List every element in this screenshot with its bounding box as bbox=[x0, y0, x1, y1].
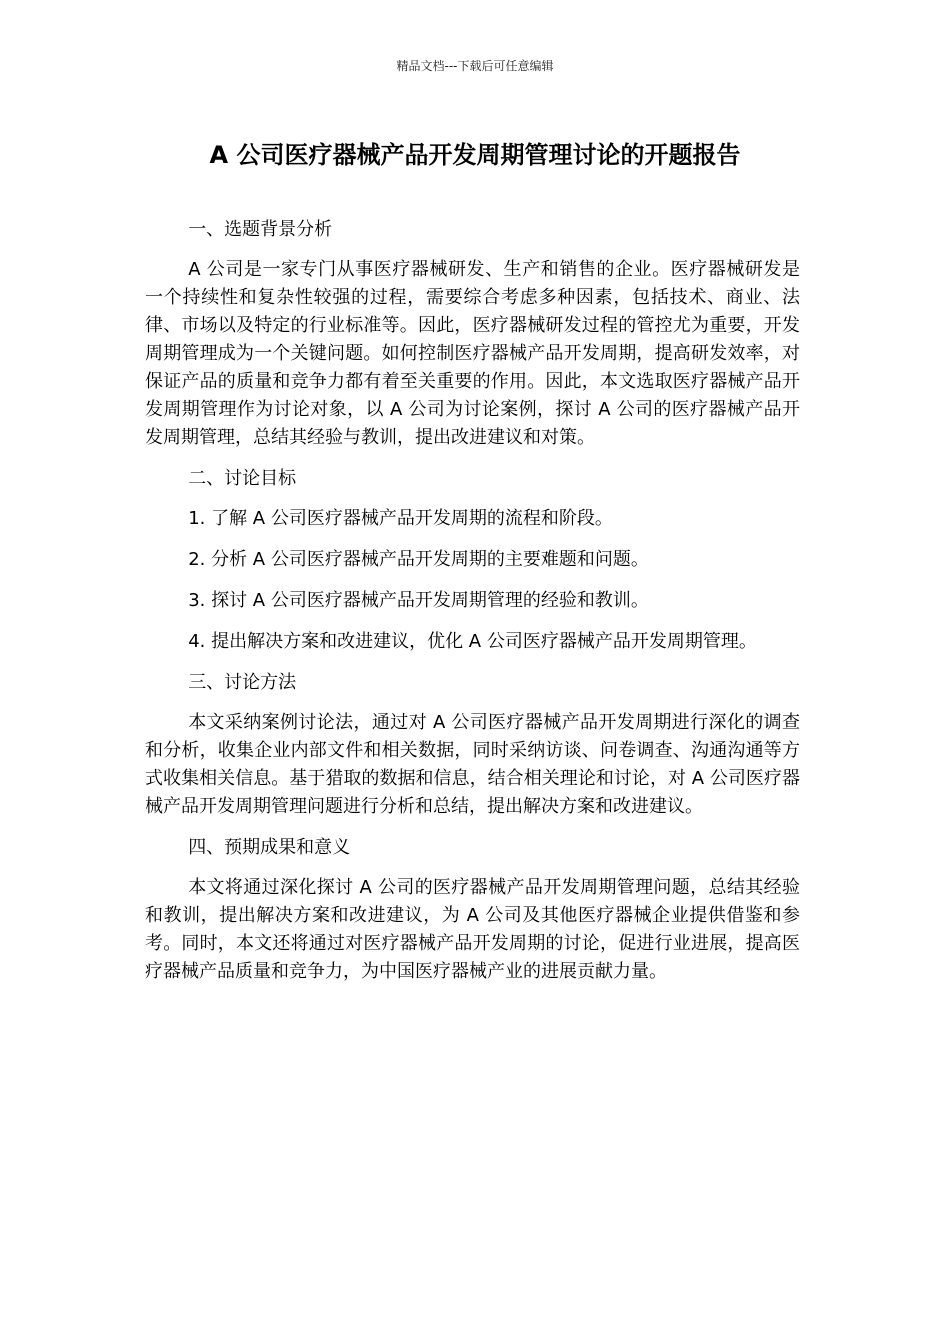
objective-item-3: 3. 探讨 A 公司医疗器械产品开发周期管理的经验和教训。 bbox=[188, 590, 649, 611]
section-heading-methods: 三、讨论方法 bbox=[188, 672, 297, 693]
section-heading-outcomes: 四、预期成果和意义 bbox=[188, 837, 351, 858]
paragraph-outcomes: 本文将通过深化探讨 A 公司的医疗器械产品开发周期管理问题，总结其经验和教训，提出解决方案和改进建议，为 A 公司及其他医疗器械企业提供借鉴和参考。同时，本文还将通过对医疗器械产品开发周期的讨论，促进行业进展，提高医疗器械产品质量和竞争力，为中国医疗器械产业的进展贡献力量。 bbox=[145, 877, 800, 982]
header-note: 精品文档---下载后可任意编辑 bbox=[396, 59, 554, 73]
section-heading-objectives: 二、讨论目标 bbox=[188, 468, 297, 489]
objective-item-4: 4. 提出解决方案和改进建议，优化 A 公司医疗器械产品开发周期管理。 bbox=[188, 631, 757, 652]
paragraph-background: A 公司是一家专门从事医疗器械研发、生产和销售的企业。医疗器械研发是一个持续性和复杂性较强的过程，需要综合考虑多种因素，包括技术、商业、法律、市场以及特定的行业标准等。因此，医疗器械研发过程的管控尤为重要，开发周期管理成为一个关键问题。如何控制医疗器械产品开发周期，提高研发效率，对保证产品的质量和竞争力都有着至关重要的作用。因此，本文选取医疗器械产品开发周期管理作为讨论对象，以 A 公司为讨论案例，探讨 A 公司的医疗器械产品开发周期管理，总结其经验与教训，提出改进建议和对策。 bbox=[145, 259, 800, 448]
section-heading-background: 一、选题背景分析 bbox=[188, 219, 333, 240]
objective-item-1: 1. 了解 A 公司医疗器械产品开发周期的流程和阶段。 bbox=[188, 508, 613, 529]
objective-item-2: 2. 分析 A 公司医疗器械产品开发周期的主要难题和问题。 bbox=[188, 549, 649, 570]
document-title: A 公司医疗器械产品开发周期管理讨论的开题报告 bbox=[209, 141, 741, 169]
document-body bbox=[145, 216, 800, 999]
paragraph-methods: 本文采纳案例讨论法，通过对 A 公司医疗器械产品开发周期进行深化的调查和分析，收集企业内部文件和相关数据，同时采纳访谈、问卷调查、沟通沟通等方式收集相关信息。基于猎取的数据和信息，结合相关理论和讨论，对 A 公司医疗器械产品开发周期管理问题进行分析和总结，提出解决方案和改进建议。 bbox=[145, 712, 800, 817]
